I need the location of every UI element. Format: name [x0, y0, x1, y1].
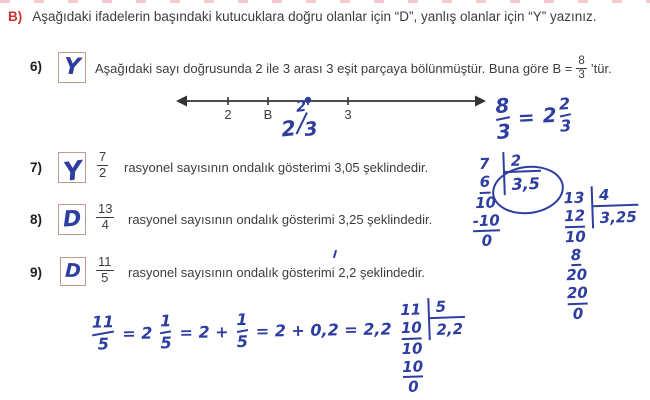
- division-step: 12: [564, 207, 586, 228]
- division-step: 0: [407, 377, 419, 397]
- hw-equals: =: [517, 104, 536, 130]
- question-9-statement: rasyonel sayısının ondalık gösterimi 2,2 şeklindedir.: [128, 265, 425, 280]
- question-9-number: 9): [30, 265, 43, 280]
- section-header: [8, 9, 644, 26]
- quotient: 2,2: [436, 320, 464, 340]
- question-7-number: 7): [30, 160, 43, 175]
- printed-fraction-13-4: 13 4: [98, 201, 113, 232]
- hw-q9-conversion: [92, 309, 392, 352]
- tick-label-B: B: [263, 107, 273, 122]
- division-step: 10: [564, 227, 587, 246]
- tick-label-3: 3: [344, 107, 352, 122]
- division-step: 10: [401, 338, 423, 358]
- answer-box-8: [58, 204, 86, 235]
- hw-eq-part: = 2: [122, 323, 153, 343]
- hw-fraction-1-5: 1 5: [160, 311, 172, 353]
- section-instruction: Aşağıdaki ifadelerin başındaki kutucuklara doğru olanlar için “D”, yanlış olanlar için “Y” yazınız.: [32, 9, 597, 24]
- hw-eq-part: = 2 + 0,2 = 2,2: [255, 318, 392, 341]
- quotient: 3,5: [511, 174, 541, 195]
- division-step: 0: [572, 304, 584, 323]
- divisor: 2: [504, 151, 541, 174]
- hw-annotation-whole: 2: [279, 116, 298, 142]
- dividend: 7: [478, 154, 490, 173]
- quotient: 3,25: [599, 208, 638, 228]
- division-step: 10: [474, 192, 497, 212]
- question-6-statement: Aşağıdaki sayı doğrusunda 2 ile 3 arası 3 eşit parçaya bölünmüştür. Buna göre B =: [95, 60, 573, 76]
- printed-fraction-11-5: 11 5: [98, 254, 112, 285]
- question-6-text: [95, 52, 612, 84]
- question-6-number: 6): [30, 59, 43, 74]
- arrowhead-right-icon: [475, 96, 486, 107]
- division-step: -10: [472, 211, 500, 232]
- dividend: 13: [563, 188, 585, 208]
- division-step: 6: [479, 173, 490, 194]
- printed-fraction-7-2: 7 2: [99, 149, 107, 180]
- hw-fraction-8-3: 8 3: [494, 93, 512, 144]
- hw-annotation-numerator: 2: [295, 96, 308, 116]
- printed-fraction-8-3: $\frac{8}{3}$: [578, 54, 585, 81]
- tick-label-2: 2: [224, 107, 232, 122]
- hw-annotation-denominator: 3: [303, 117, 319, 142]
- section-label: B): [8, 9, 23, 24]
- page-top-artifact: [0, 0, 650, 3]
- question-8-row: [0, 201, 650, 243]
- answer-box-6: [58, 52, 86, 83]
- hw-division-13-by-4: [562, 185, 643, 324]
- hw-mixed-number-annotation: [279, 96, 332, 154]
- hw-fraction-1-5: 1 5: [236, 309, 249, 352]
- division-step: 20: [567, 284, 589, 305]
- question-8-statement: rasyonel sayısının ondalık gösterimi 3,25 şeklindedir.: [128, 212, 433, 227]
- division-step: 0: [481, 231, 493, 251]
- handwritten-answer-9: D: [64, 259, 82, 283]
- handwritten-answer-8: D: [62, 206, 82, 232]
- dividend: 11: [399, 300, 422, 320]
- answer-box-9: [60, 257, 86, 286]
- question-7-statement: rasyonel sayısının ondalık gösterimi 3,05 şeklindedir.: [124, 160, 429, 175]
- question-8-number: 8): [30, 212, 43, 227]
- answer-box-7: [58, 152, 86, 188]
- number-line: [175, 86, 487, 126]
- division-step: 10: [401, 319, 423, 340]
- question-6-suffix: ’tür.: [590, 60, 612, 76]
- hw-mixed-2-2-3: 2 2 3: [541, 94, 572, 136]
- hw-q6-conversion: [495, 92, 572, 142]
- question-9-row: [0, 254, 650, 296]
- hw-division-11-by-5: [398, 297, 467, 397]
- division-step: 8: [570, 246, 581, 267]
- arrowhead-left-icon: [176, 96, 187, 107]
- division-step: 20: [565, 265, 588, 285]
- hw-fraction-11-5: 11 5: [91, 312, 115, 354]
- hw-eq-part: = 2 +: [179, 321, 229, 342]
- division-step: 10: [402, 357, 424, 378]
- divisor: 4: [593, 185, 639, 208]
- handwritten-answer-6: Y: [63, 53, 81, 81]
- divisor: 5: [429, 297, 464, 319]
- handwritten-answer-7: Y: [61, 155, 84, 188]
